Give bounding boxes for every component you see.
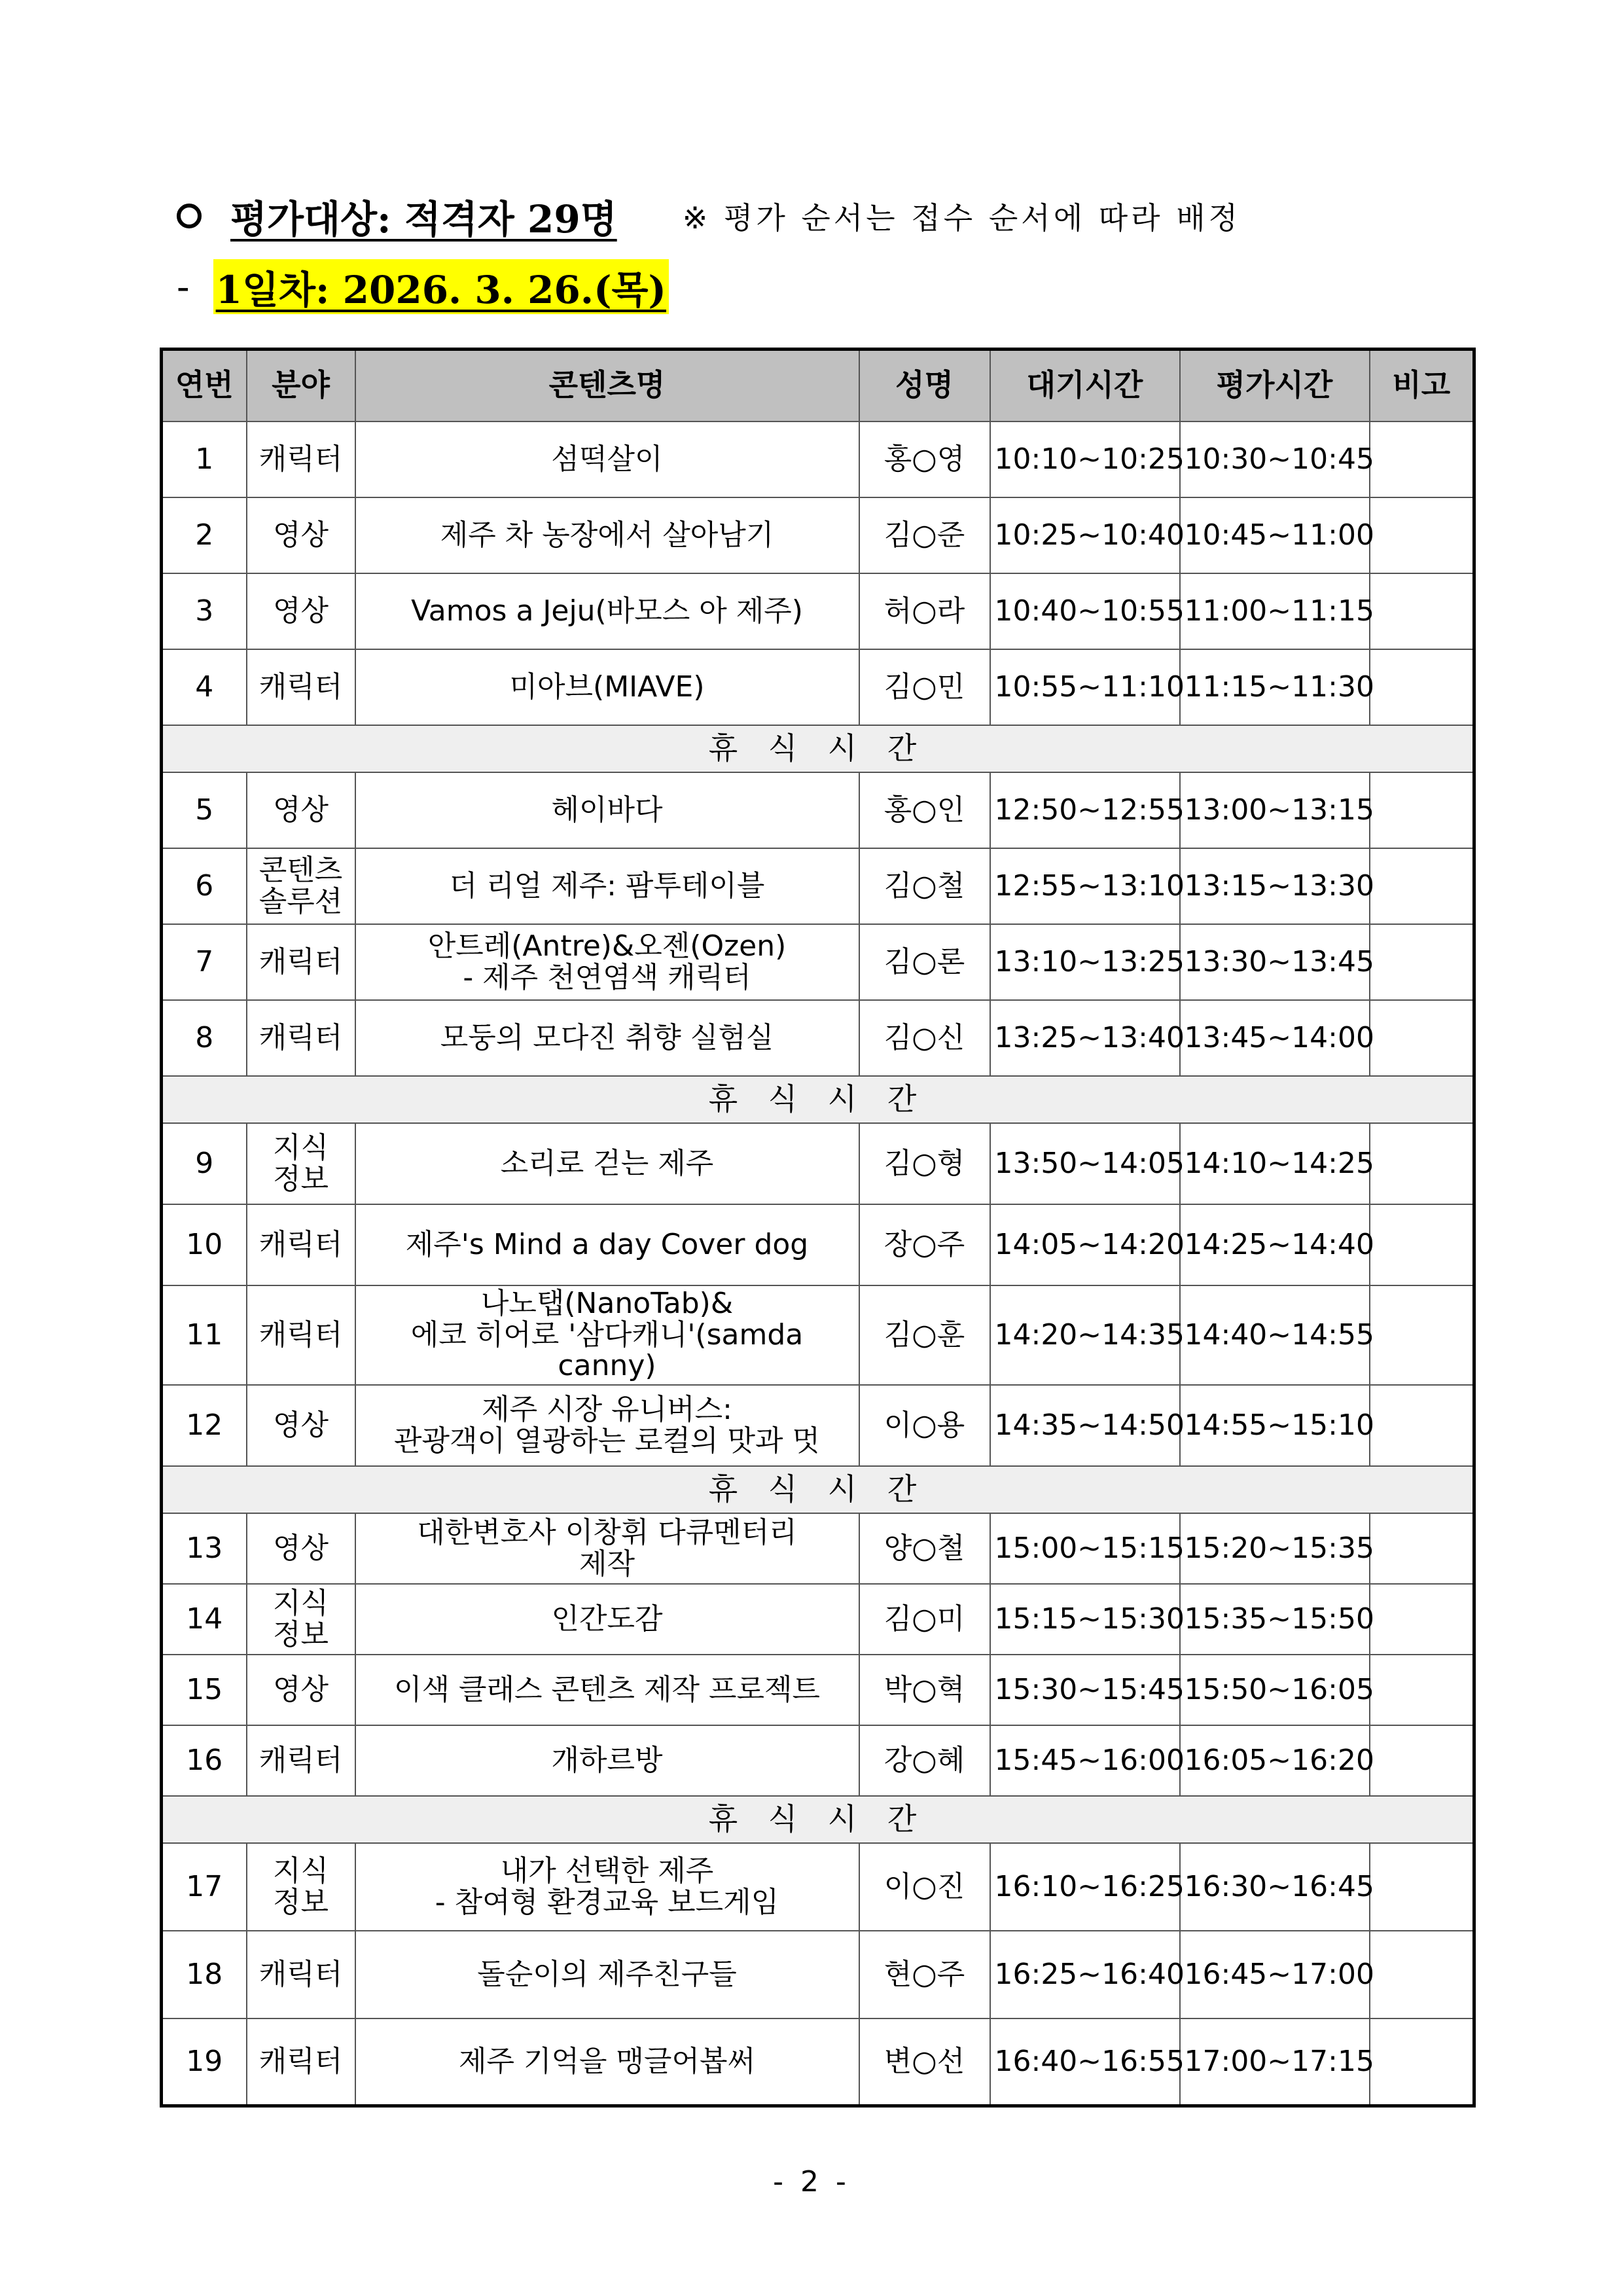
cell-no: 18 — [162, 1931, 247, 2018]
cell-field: 영상 — [247, 573, 355, 649]
page-number: - 2 - — [773, 2165, 850, 2198]
cell-eval-time: 10:45~11:00 — [1180, 497, 1370, 573]
cell-note — [1370, 1204, 1474, 1285]
cell-wait-time: 13:10~13:25 — [990, 924, 1180, 1000]
section-note: ※ 평가 순서는 접수 순서에 따라 배정 — [682, 200, 1241, 236]
table-row — [162, 649, 1474, 725]
cell-eval-time: 14:40~14:55 — [1180, 1285, 1370, 1385]
cell-name: 양○철 — [859, 1513, 990, 1584]
cell-field: 캐릭터 — [247, 1285, 355, 1385]
table-row — [162, 1385, 1474, 1466]
cell-wait-time: 16:25~16:40 — [990, 1931, 1180, 2018]
cell-no: 6 — [162, 848, 247, 924]
dash-marker: - — [177, 264, 190, 309]
cell-wait-time: 16:10~16:25 — [990, 1843, 1180, 1931]
cell-eval-time: 13:45~14:00 — [1180, 1000, 1370, 1076]
cell-note — [1370, 848, 1474, 924]
cell-content: 제주 차 농장에서 살아남기 — [355, 497, 859, 573]
cell-eval-time: 13:00~13:15 — [1180, 772, 1370, 848]
cell-name: 김○형 — [859, 1123, 990, 1204]
cell-field: 영상 — [247, 1655, 355, 1725]
cell-note — [1370, 1000, 1474, 1076]
cell-field: 영상 — [247, 1513, 355, 1584]
cell-eval-time: 16:30~16:45 — [1180, 1843, 1370, 1931]
schedule-table — [160, 348, 1476, 2108]
cell-note — [1370, 772, 1474, 848]
cell-eval-time: 14:55~15:10 — [1180, 1385, 1370, 1466]
table-row — [162, 573, 1474, 649]
cell-note — [1370, 1285, 1474, 1385]
cell-name: 허○라 — [859, 573, 990, 649]
cell-content: 나노탭(NanoTab)& 에코 히어로 '삼다캐니'(samda canny) — [355, 1285, 859, 1385]
cell-content: 내가 선택한 제주 - 참여형 환경교육 보드게임 — [355, 1843, 859, 1931]
cell-content: 개하르방 — [355, 1725, 859, 1796]
header-eval-time: 평가시간 — [1180, 350, 1370, 422]
cell-content: 섬떡살이 — [355, 422, 859, 497]
cell-eval-time: 15:20~15:35 — [1180, 1513, 1370, 1584]
cell-name: 김○미 — [859, 1584, 990, 1655]
cell-no: 19 — [162, 2018, 247, 2106]
cell-wait-time: 10:55~11:10 — [990, 649, 1180, 725]
table-header-row — [162, 350, 1474, 422]
cell-no: 8 — [162, 1000, 247, 1076]
cell-wait-time: 14:05~14:20 — [990, 1204, 1180, 1285]
cell-field: 영상 — [247, 497, 355, 573]
cell-name: 김○민 — [859, 649, 990, 725]
cell-wait-time: 15:15~15:30 — [990, 1584, 1180, 1655]
table-row — [162, 1655, 1474, 1725]
cell-eval-time: 11:00~11:15 — [1180, 573, 1370, 649]
cell-no: 13 — [162, 1513, 247, 1584]
header-wait-time: 대기시간 — [990, 350, 1180, 422]
cell-name: 강○혜 — [859, 1725, 990, 1796]
cell-name: 이○용 — [859, 1385, 990, 1466]
cell-wait-time: 13:25~13:40 — [990, 1000, 1180, 1076]
cell-no: 7 — [162, 924, 247, 1000]
cell-field: 캐릭터 — [247, 649, 355, 725]
cell-content: 대한변호사 이창휘 다큐멘터리 제작 — [355, 1513, 859, 1584]
cell-field: 캐릭터 — [247, 924, 355, 1000]
table-row — [162, 924, 1474, 1000]
cell-name: 김○철 — [859, 848, 990, 924]
cell-note — [1370, 1843, 1474, 1931]
cell-name: 장○주 — [859, 1204, 990, 1285]
cell-field: 캐릭터 — [247, 422, 355, 497]
cell-field: 캐릭터 — [247, 1931, 355, 2018]
cell-field: 캐릭터 — [247, 1725, 355, 1796]
cell-note — [1370, 924, 1474, 1000]
table-row — [162, 1204, 1474, 1285]
cell-name: 김○신 — [859, 1000, 990, 1076]
cell-no: 3 — [162, 573, 247, 649]
table-row — [162, 1584, 1474, 1655]
table-row — [162, 1000, 1474, 1076]
cell-note — [1370, 1584, 1474, 1655]
cell-content: 돌순이의 제주친구들 — [355, 1931, 859, 2018]
cell-content: 제주 기억을 맹글어봅써 — [355, 2018, 859, 2106]
cell-no: 12 — [162, 1385, 247, 1466]
cell-wait-time: 15:30~15:45 — [990, 1655, 1180, 1725]
header-name: 성명 — [859, 350, 990, 422]
break-label: 휴 식 시 간 — [162, 1076, 1474, 1123]
cell-content: 제주's Mind a day Cover dog — [355, 1204, 859, 1285]
cell-field: 지식 정보 — [247, 1123, 355, 1204]
cell-no: 5 — [162, 772, 247, 848]
cell-eval-time: 17:00~17:15 — [1180, 2018, 1370, 2106]
cell-note — [1370, 2018, 1474, 2106]
cell-field: 캐릭터 — [247, 1000, 355, 1076]
cell-no: 2 — [162, 497, 247, 573]
cell-wait-time: 12:55~13:10 — [990, 848, 1180, 924]
cell-note — [1370, 1385, 1474, 1466]
cell-name: 김○준 — [859, 497, 990, 573]
cell-wait-time: 14:35~14:50 — [990, 1385, 1180, 1466]
cell-note — [1370, 649, 1474, 725]
cell-note — [1370, 1513, 1474, 1584]
cell-field: 지식 정보 — [247, 1584, 355, 1655]
table-row — [162, 422, 1474, 497]
cell-name: 홍○영 — [859, 422, 990, 497]
day-date: 1일차: 2026. 3. 26.(목) — [213, 259, 669, 314]
cell-wait-time: 16:40~16:55 — [990, 2018, 1180, 2106]
table-row — [162, 772, 1474, 848]
cell-name: 김○론 — [859, 924, 990, 1000]
cell-field: 콘텐츠 솔루션 — [247, 848, 355, 924]
cell-eval-time: 13:30~13:45 — [1180, 924, 1370, 1000]
cell-content: 미아브(MIAVE) — [355, 649, 859, 725]
cell-field: 캐릭터 — [247, 1204, 355, 1285]
cell-content: 인간도감 — [355, 1584, 859, 1655]
cell-no: 16 — [162, 1725, 247, 1796]
cell-no: 9 — [162, 1123, 247, 1204]
table-row — [162, 1285, 1474, 1385]
cell-no: 10 — [162, 1204, 247, 1285]
break-row — [162, 1466, 1474, 1513]
cell-eval-time: 14:10~14:25 — [1180, 1123, 1370, 1204]
cell-content: 모둥의 모다진 취향 실험실 — [355, 1000, 859, 1076]
circle-bullet-icon — [177, 204, 202, 228]
cell-note — [1370, 497, 1474, 573]
cell-content: 소리로 걷는 제주 — [355, 1123, 859, 1204]
cell-note — [1370, 422, 1474, 497]
cell-name: 홍○인 — [859, 772, 990, 848]
cell-field: 지식 정보 — [247, 1843, 355, 1931]
cell-note — [1370, 1725, 1474, 1796]
cell-eval-time: 15:50~16:05 — [1180, 1655, 1370, 1725]
cell-note — [1370, 1123, 1474, 1204]
cell-note — [1370, 1931, 1474, 2018]
cell-no: 14 — [162, 1584, 247, 1655]
cell-note — [1370, 573, 1474, 649]
cell-content: 제주 시장 유니버스: 관광객이 열광하는 로컬의 맛과 멋 — [355, 1385, 859, 1466]
header-no: 연번 — [162, 350, 247, 422]
cell-note — [1370, 1655, 1474, 1725]
break-label: 휴 식 시 간 — [162, 1466, 1474, 1513]
table-row — [162, 848, 1474, 924]
cell-name: 변○선 — [859, 2018, 990, 2106]
cell-name: 현○주 — [859, 1931, 990, 2018]
cell-wait-time: 15:00~15:15 — [990, 1513, 1180, 1584]
section-title: 평가대상: 적격자 29명 — [230, 197, 617, 242]
cell-name: 김○훈 — [859, 1285, 990, 1385]
cell-wait-time: 12:50~12:55 — [990, 772, 1180, 848]
cell-no: 11 — [162, 1285, 247, 1385]
section-heading — [177, 185, 1486, 247]
header-field: 분야 — [247, 350, 355, 422]
day-heading — [177, 255, 1158, 318]
cell-no: 4 — [162, 649, 247, 725]
header-content: 콘텐츠명 — [355, 350, 859, 422]
cell-no: 1 — [162, 422, 247, 497]
table-row — [162, 1513, 1474, 1584]
break-row — [162, 1796, 1474, 1843]
cell-eval-time: 10:30~10:45 — [1180, 422, 1370, 497]
cell-no: 15 — [162, 1655, 247, 1725]
cell-content: 더 리얼 제주: 팜투테이블 — [355, 848, 859, 924]
cell-content: 헤이바다 — [355, 772, 859, 848]
cell-content: Vamos a Jeju(바모스 아 제주) — [355, 573, 859, 649]
cell-content: 이색 클래스 콘텐츠 제작 프로젝트 — [355, 1655, 859, 1725]
cell-name: 박○혁 — [859, 1655, 990, 1725]
break-label: 휴 식 시 간 — [162, 1796, 1474, 1843]
header-note: 비고 — [1370, 350, 1474, 422]
cell-content: 안트레(Antre)&오젠(Ozen) - 제주 천연염색 캐릭터 — [355, 924, 859, 1000]
table-row — [162, 497, 1474, 573]
cell-no: 17 — [162, 1843, 247, 1931]
cell-field: 영상 — [247, 772, 355, 848]
table-row — [162, 2018, 1474, 2106]
cell-eval-time: 11:15~11:30 — [1180, 649, 1370, 725]
cell-eval-time: 14:25~14:40 — [1180, 1204, 1370, 1285]
cell-wait-time: 15:45~16:00 — [990, 1725, 1180, 1796]
break-label: 휴 식 시 간 — [162, 725, 1474, 772]
cell-wait-time: 13:50~14:05 — [990, 1123, 1180, 1204]
cell-eval-time: 15:35~15:50 — [1180, 1584, 1370, 1655]
cell-name: 이○진 — [859, 1843, 990, 1931]
cell-wait-time: 10:25~10:40 — [990, 497, 1180, 573]
cell-field: 영상 — [247, 1385, 355, 1466]
cell-wait-time: 10:40~10:55 — [990, 573, 1180, 649]
table-row — [162, 1931, 1474, 2018]
cell-eval-time: 16:45~17:00 — [1180, 1931, 1370, 2018]
break-row — [162, 1076, 1474, 1123]
table-row — [162, 1843, 1474, 1931]
cell-field: 캐릭터 — [247, 2018, 355, 2106]
table-row — [162, 1725, 1474, 1796]
cell-eval-time: 13:15~13:30 — [1180, 848, 1370, 924]
cell-wait-time: 14:20~14:35 — [990, 1285, 1180, 1385]
break-row — [162, 725, 1474, 772]
cell-eval-time: 16:05~16:20 — [1180, 1725, 1370, 1796]
cell-wait-time: 10:10~10:25 — [990, 422, 1180, 497]
table-row — [162, 1123, 1474, 1204]
schedule-body — [162, 422, 1474, 2106]
